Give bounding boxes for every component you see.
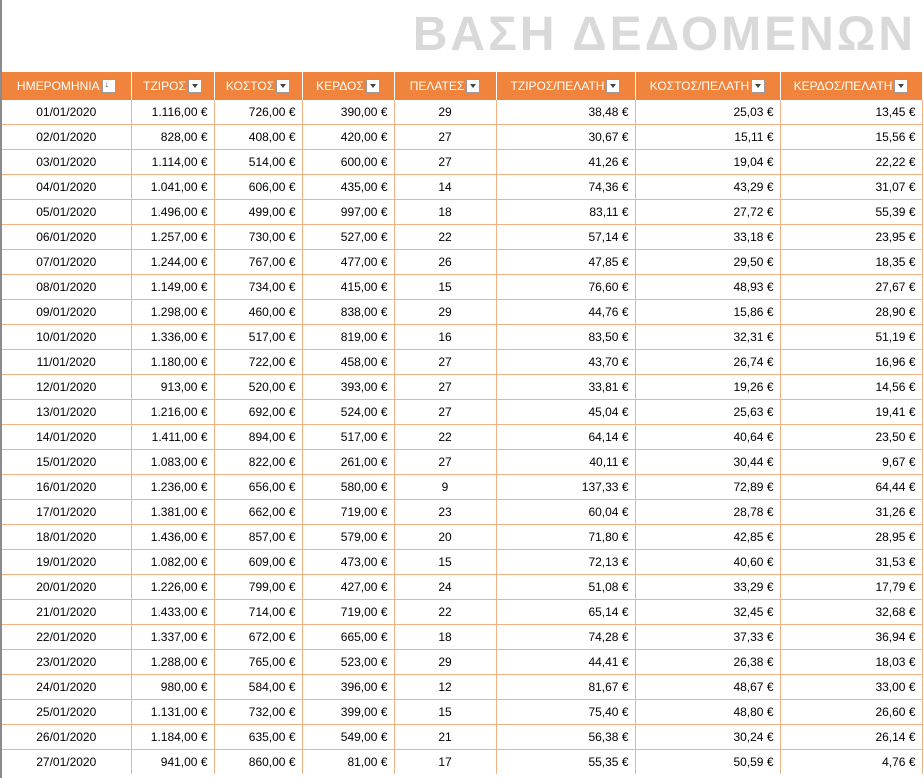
table-cell[interactable]: 18 (394, 625, 496, 650)
table-cell[interactable]: 71,80 € (496, 525, 635, 550)
table-row (2, 400, 922, 425)
table-row (2, 600, 922, 625)
table-cell[interactable]: 672,00 € (214, 625, 302, 650)
table-cell[interactable]: 499,00 € (214, 200, 302, 225)
table-cell[interactable]: 399,00 € (302, 700, 394, 725)
table-cell[interactable]: 941,00 € (131, 750, 214, 775)
table-cell[interactable]: 527,00 € (302, 225, 394, 250)
table-cell[interactable]: 65,14 € (496, 600, 635, 625)
table-row (2, 200, 922, 225)
table-cell[interactable]: 81,00 € (302, 750, 394, 775)
table-cell[interactable]: 22/01/2020 (2, 625, 131, 650)
table-cell[interactable]: 473,00 € (302, 550, 394, 575)
table-cell[interactable]: 16/01/2020 (2, 475, 131, 500)
filter-dropdown-icon[interactable] (466, 79, 480, 93)
table-cell[interactable]: 719,00 € (302, 600, 394, 625)
table-cell[interactable]: 29 (394, 100, 496, 125)
table-cell[interactable]: 26 (394, 250, 496, 275)
table-cell[interactable]: 14 (394, 175, 496, 200)
table-cell[interactable]: 20/01/2020 (2, 575, 131, 600)
table-cell[interactable]: 40,60 € (635, 550, 780, 575)
table-row (2, 150, 922, 175)
table-cell[interactable]: 01/01/2020 (2, 100, 131, 125)
table-cell[interactable]: 261,00 € (302, 450, 394, 475)
table-cell[interactable]: 799,00 € (214, 575, 302, 600)
filter-dropdown-icon[interactable] (276, 79, 290, 93)
column-header-label: ΤΖΙΡΟΣ/ΠΕΛΑΤΗ (510, 79, 605, 94)
table-cell[interactable]: 1.496,00 € (131, 200, 214, 225)
table-row (2, 125, 922, 150)
table-cell[interactable]: 22 (394, 600, 496, 625)
table-cell[interactable]: 1.288,00 € (131, 650, 214, 675)
table-cell[interactable]: 33,29 € (635, 575, 780, 600)
table-cell[interactable]: 17 (394, 750, 496, 775)
table-cell[interactable]: 9,67 € (780, 450, 922, 475)
table-cell[interactable]: 55,35 € (496, 750, 635, 775)
table-cell[interactable]: 1.116,00 € (131, 100, 214, 125)
table-cell[interactable]: 580,00 € (302, 475, 394, 500)
table-cell[interactable]: 43,29 € (635, 175, 780, 200)
table-cell[interactable]: 26,74 € (635, 350, 780, 375)
table-cell[interactable]: 74,36 € (496, 175, 635, 200)
table-cell[interactable]: 27 (394, 400, 496, 425)
table-cell[interactable]: 26/01/2020 (2, 725, 131, 750)
column-header-label: ΤΖΙΡΟΣ (143, 79, 186, 94)
table-cell[interactable]: 32,31 € (635, 325, 780, 350)
table-cell[interactable]: 08/01/2020 (2, 275, 131, 300)
table-cell[interactable]: 23,50 € (780, 425, 922, 450)
table-cell[interactable]: 45,04 € (496, 400, 635, 425)
table-cell[interactable]: 427,00 € (302, 575, 394, 600)
column-header (635, 72, 780, 100)
table-cell[interactable]: 18 (394, 200, 496, 225)
table-cell[interactable]: 765,00 € (214, 650, 302, 675)
table-cell[interactable]: 517,00 € (302, 425, 394, 450)
column-header-label: ΚΕΡΔΟΣ (316, 79, 364, 94)
table-cell[interactable]: 13,45 € (780, 100, 922, 125)
table-cell[interactable]: 15 (394, 550, 496, 575)
table-cell[interactable]: 730,00 € (214, 225, 302, 250)
table-cell[interactable]: 27 (394, 150, 496, 175)
filter-dropdown-icon[interactable] (366, 79, 380, 93)
table-row (2, 475, 922, 500)
table-cell[interactable]: 584,00 € (214, 675, 302, 700)
table-row (2, 625, 922, 650)
filter-dropdown-icon[interactable] (894, 79, 908, 93)
sort-filter-icon[interactable] (102, 79, 116, 93)
table-cell[interactable]: 1.411,00 € (131, 425, 214, 450)
table-cell[interactable]: 1.131,00 € (131, 700, 214, 725)
table-cell[interactable]: 549,00 € (302, 725, 394, 750)
table-cell[interactable]: 635,00 € (214, 725, 302, 750)
table-cell[interactable]: 04/01/2020 (2, 175, 131, 200)
table-cell[interactable]: 28,95 € (780, 525, 922, 550)
table-cell[interactable]: 1.257,00 € (131, 225, 214, 250)
table-cell[interactable]: 600,00 € (302, 150, 394, 175)
table-cell[interactable]: 03/01/2020 (2, 150, 131, 175)
table-cell[interactable]: 23/01/2020 (2, 650, 131, 675)
table-cell[interactable]: 819,00 € (302, 325, 394, 350)
table-cell[interactable]: 662,00 € (214, 500, 302, 525)
column-header (780, 72, 922, 100)
table-cell[interactable]: 31,53 € (780, 550, 922, 575)
table-cell[interactable]: 76,60 € (496, 275, 635, 300)
table-cell[interactable]: 408,00 € (214, 125, 302, 150)
table-cell[interactable]: 11/01/2020 (2, 350, 131, 375)
table-cell[interactable]: 81,67 € (496, 675, 635, 700)
table-row (2, 375, 922, 400)
table-cell[interactable]: 517,00 € (214, 325, 302, 350)
table-cell[interactable]: 44,41 € (496, 650, 635, 675)
column-header-label: ΚΟΣΤΟΣ (225, 79, 275, 94)
table-cell[interactable]: 980,00 € (131, 675, 214, 700)
table-cell[interactable]: 29 (394, 300, 496, 325)
table-cell[interactable]: 734,00 € (214, 275, 302, 300)
table-cell[interactable]: 1.236,00 € (131, 475, 214, 500)
table-cell[interactable]: 55,39 € (780, 200, 922, 225)
table-cell[interactable]: 56,38 € (496, 725, 635, 750)
table-cell[interactable]: 1.336,00 € (131, 325, 214, 350)
table-cell[interactable]: 15/01/2020 (2, 450, 131, 475)
table-cell[interactable]: 606,00 € (214, 175, 302, 200)
column-header-label: ΠΕΛΑΤΕΣ (409, 79, 465, 94)
table-cell[interactable]: 17/01/2020 (2, 500, 131, 525)
table-cell[interactable]: 75,40 € (496, 700, 635, 725)
table-row (2, 700, 922, 725)
table-cell[interactable]: 15 (394, 700, 496, 725)
table-cell[interactable]: 36,94 € (780, 625, 922, 650)
table-cell[interactable]: 13/01/2020 (2, 400, 131, 425)
table-row (2, 525, 922, 550)
table-cell[interactable]: 1.149,00 € (131, 275, 214, 300)
table-cell[interactable]: 1.433,00 € (131, 600, 214, 625)
table-cell[interactable]: 28,78 € (635, 500, 780, 525)
table-cell[interactable]: 27,72 € (635, 200, 780, 225)
table-cell[interactable]: 60,04 € (496, 500, 635, 525)
table-cell[interactable]: 609,00 € (214, 550, 302, 575)
table-cell[interactable]: 4,76 € (780, 750, 922, 775)
table-cell[interactable]: 25/01/2020 (2, 700, 131, 725)
table-cell[interactable]: 25,03 € (635, 100, 780, 125)
table-cell[interactable]: 02/01/2020 (2, 125, 131, 150)
table-cell[interactable]: 83,11 € (496, 200, 635, 225)
table-cell[interactable]: 857,00 € (214, 525, 302, 550)
table-cell[interactable]: 137,33 € (496, 475, 635, 500)
column-header-label: ΚΟΣΤΟΣ/ΠΕΛΑΤΗ (649, 79, 750, 94)
table-cell[interactable]: 435,00 € (302, 175, 394, 200)
table-cell[interactable]: 838,00 € (302, 300, 394, 325)
table-row (2, 500, 922, 525)
table-row (2, 675, 922, 700)
table-cell[interactable]: 27 (394, 450, 496, 475)
table-cell[interactable]: 10/01/2020 (2, 325, 131, 350)
table-cell[interactable]: 33,18 € (635, 225, 780, 250)
table-cell[interactable]: 656,00 € (214, 475, 302, 500)
table-cell[interactable]: 26,60 € (780, 700, 922, 725)
table-row (2, 450, 922, 475)
table-row (2, 325, 922, 350)
data-table (2, 72, 923, 774)
table-cell[interactable]: 25,63 € (635, 400, 780, 425)
table-cell[interactable]: 15 (394, 275, 496, 300)
table-cell[interactable]: 19,26 € (635, 375, 780, 400)
column-header (2, 72, 131, 100)
table-cell[interactable]: 1.180,00 € (131, 350, 214, 375)
table-cell[interactable]: 43,70 € (496, 350, 635, 375)
table-cell[interactable]: 41,26 € (496, 150, 635, 175)
table-cell[interactable]: 524,00 € (302, 400, 394, 425)
column-header (131, 72, 214, 100)
table-cell[interactable]: 15,56 € (780, 125, 922, 150)
table-cell[interactable]: 27 (394, 125, 496, 150)
table-cell[interactable]: 460,00 € (214, 300, 302, 325)
table-cell[interactable]: 23 (394, 500, 496, 525)
table-cell[interactable]: 894,00 € (214, 425, 302, 450)
table-cell[interactable]: 18/01/2020 (2, 525, 131, 550)
table-cell[interactable]: 26,38 € (635, 650, 780, 675)
table-cell[interactable]: 57,14 € (496, 225, 635, 250)
table-cell[interactable]: 05/01/2020 (2, 200, 131, 225)
table-cell[interactable]: 913,00 € (131, 375, 214, 400)
table-cell[interactable]: 31,26 € (780, 500, 922, 525)
table-cell[interactable]: 1.337,00 € (131, 625, 214, 650)
table-row (2, 425, 922, 450)
table-cell[interactable]: 31,07 € (780, 175, 922, 200)
page-title: ΒΑΣΗ ΔΕΔΟΜΕΝΩΝ (412, 8, 916, 61)
table-row (2, 750, 922, 775)
filter-dropdown-icon[interactable] (606, 79, 620, 93)
table-cell[interactable]: 12/01/2020 (2, 375, 131, 400)
table-cell[interactable]: 19/01/2020 (2, 550, 131, 575)
table-row (2, 350, 922, 375)
column-header (394, 72, 496, 100)
table-cell[interactable]: 393,00 € (302, 375, 394, 400)
table-cell[interactable]: 07/01/2020 (2, 250, 131, 275)
table-cell[interactable]: 64,14 € (496, 425, 635, 450)
table-cell[interactable]: 32,68 € (780, 600, 922, 625)
table-cell[interactable]: 26,14 € (780, 725, 922, 750)
table-cell[interactable]: 09/01/2020 (2, 300, 131, 325)
table-row (2, 725, 922, 750)
table-cell[interactable]: 47,85 € (496, 250, 635, 275)
table-cell[interactable]: 1.226,00 € (131, 575, 214, 600)
table-cell[interactable]: 14,56 € (780, 375, 922, 400)
table-cell[interactable]: 28,90 € (780, 300, 922, 325)
table-cell[interactable]: 420,00 € (302, 125, 394, 150)
table-cell[interactable]: 27/01/2020 (2, 750, 131, 775)
table-cell[interactable]: 822,00 € (214, 450, 302, 475)
column-header-label: ΚΕΡΔΟΣ/ΠΕΛΑΤΗ (793, 79, 893, 94)
table-cell[interactable]: 828,00 € (131, 125, 214, 150)
table-cell[interactable]: 1.381,00 € (131, 500, 214, 525)
table-cell[interactable]: 1.083,00 € (131, 450, 214, 475)
table-cell[interactable]: 16 (394, 325, 496, 350)
table-cell[interactable]: 477,00 € (302, 250, 394, 275)
table-cell[interactable]: 579,00 € (302, 525, 394, 550)
table-row (2, 575, 922, 600)
table-cell[interactable]: 64,44 € (780, 475, 922, 500)
table-cell[interactable]: 1.041,00 € (131, 175, 214, 200)
table-cell[interactable]: 997,00 € (302, 200, 394, 225)
table-cell[interactable]: 23,95 € (780, 225, 922, 250)
table-cell[interactable]: 06/01/2020 (2, 225, 131, 250)
table-cell[interactable]: 15,11 € (635, 125, 780, 150)
table-row (2, 100, 922, 125)
filter-dropdown-icon[interactable] (188, 79, 202, 93)
table-cell[interactable]: 19,04 € (635, 150, 780, 175)
table-row (2, 650, 922, 675)
table-cell[interactable]: 51,19 € (780, 325, 922, 350)
table-cell[interactable]: 32,45 € (635, 600, 780, 625)
table-cell[interactable]: 18,03 € (780, 650, 922, 675)
table-cell[interactable]: 12 (394, 675, 496, 700)
table-row (2, 175, 922, 200)
table-cell[interactable]: 22 (394, 425, 496, 450)
table-cell[interactable]: 396,00 € (302, 675, 394, 700)
table-cell[interactable]: 714,00 € (214, 600, 302, 625)
table-cell[interactable]: 51,08 € (496, 575, 635, 600)
table-cell[interactable]: 33,00 € (780, 675, 922, 700)
table-cell[interactable]: 665,00 € (302, 625, 394, 650)
table-row (2, 300, 922, 325)
table-cell[interactable]: 48,93 € (635, 275, 780, 300)
table-cell[interactable]: 21 (394, 725, 496, 750)
table-cell[interactable]: 29,50 € (635, 250, 780, 275)
table-cell[interactable]: 722,00 € (214, 350, 302, 375)
table-body (2, 100, 922, 774)
table-cell[interactable]: 860,00 € (214, 750, 302, 775)
table-cell[interactable]: 9 (394, 475, 496, 500)
table-cell[interactable]: 42,85 € (635, 525, 780, 550)
table-cell[interactable]: 83,50 € (496, 325, 635, 350)
table-cell[interactable]: 15,86 € (635, 300, 780, 325)
table-cell[interactable]: 1.244,00 € (131, 250, 214, 275)
table-cell[interactable]: 719,00 € (302, 500, 394, 525)
table-cell[interactable]: 38,48 € (496, 100, 635, 125)
table-cell[interactable]: 17,79 € (780, 575, 922, 600)
table-cell[interactable]: 520,00 € (214, 375, 302, 400)
table-cell[interactable]: 1.114,00 € (131, 150, 214, 175)
table-row (2, 250, 922, 275)
table-cell[interactable]: 767,00 € (214, 250, 302, 275)
table-cell[interactable]: 44,76 € (496, 300, 635, 325)
column-header-label: ΗΜΕΡΟΜΗΝΙΑ (16, 79, 100, 94)
table-cell[interactable]: 415,00 € (302, 275, 394, 300)
column-header (302, 72, 394, 100)
table-cell[interactable]: 20 (394, 525, 496, 550)
table-cell[interactable]: 48,80 € (635, 700, 780, 725)
table-cell[interactable]: 27,67 € (780, 275, 922, 300)
table-cell[interactable]: 523,00 € (302, 650, 394, 675)
table-cell[interactable]: 732,00 € (214, 700, 302, 725)
table-cell[interactable]: 22,22 € (780, 150, 922, 175)
table-cell[interactable]: 18,35 € (780, 250, 922, 275)
table-cell[interactable]: 74,28 € (496, 625, 635, 650)
table-cell[interactable]: 30,44 € (635, 450, 780, 475)
table-cell[interactable]: 1.082,00 € (131, 550, 214, 575)
table-cell[interactable]: 40,64 € (635, 425, 780, 450)
table-cell[interactable]: 72,89 € (635, 475, 780, 500)
header-row (2, 72, 922, 100)
table-cell[interactable]: 22 (394, 225, 496, 250)
table-cell[interactable]: 24 (394, 575, 496, 600)
table-cell[interactable]: 27 (394, 350, 496, 375)
table-cell[interactable]: 50,59 € (635, 750, 780, 775)
table-cell[interactable]: 24/01/2020 (2, 675, 131, 700)
table-cell[interactable]: 692,00 € (214, 400, 302, 425)
column-header (496, 72, 635, 100)
table-row (2, 550, 922, 575)
table-cell[interactable]: 30,67 € (496, 125, 635, 150)
table-cell[interactable]: 514,00 € (214, 150, 302, 175)
table-cell[interactable]: 48,67 € (635, 675, 780, 700)
table-cell[interactable]: 390,00 € (302, 100, 394, 125)
filter-dropdown-icon[interactable] (751, 79, 765, 93)
table-cell[interactable]: 30,24 € (635, 725, 780, 750)
table-row (2, 275, 922, 300)
table-cell[interactable]: 14/01/2020 (2, 425, 131, 450)
table-cell[interactable]: 29 (394, 650, 496, 675)
table-row (2, 225, 922, 250)
table-cell[interactable]: 16,96 € (780, 350, 922, 375)
table-cell[interactable]: 37,33 € (635, 625, 780, 650)
table-cell[interactable]: 1.436,00 € (131, 525, 214, 550)
table-cell[interactable]: 27 (394, 375, 496, 400)
table-cell[interactable]: 1.298,00 € (131, 300, 214, 325)
table-cell[interactable]: 33,81 € (496, 375, 635, 400)
table-cell[interactable]: 1.216,00 € (131, 400, 214, 425)
table-cell[interactable]: 726,00 € (214, 100, 302, 125)
table-cell[interactable]: 1.184,00 € (131, 725, 214, 750)
table-cell[interactable]: 40,11 € (496, 450, 635, 475)
table-cell[interactable]: 19,41 € (780, 400, 922, 425)
table-cell[interactable]: 72,13 € (496, 550, 635, 575)
table-cell[interactable]: 458,00 € (302, 350, 394, 375)
table-cell[interactable]: 21/01/2020 (2, 600, 131, 625)
column-header (214, 72, 302, 100)
